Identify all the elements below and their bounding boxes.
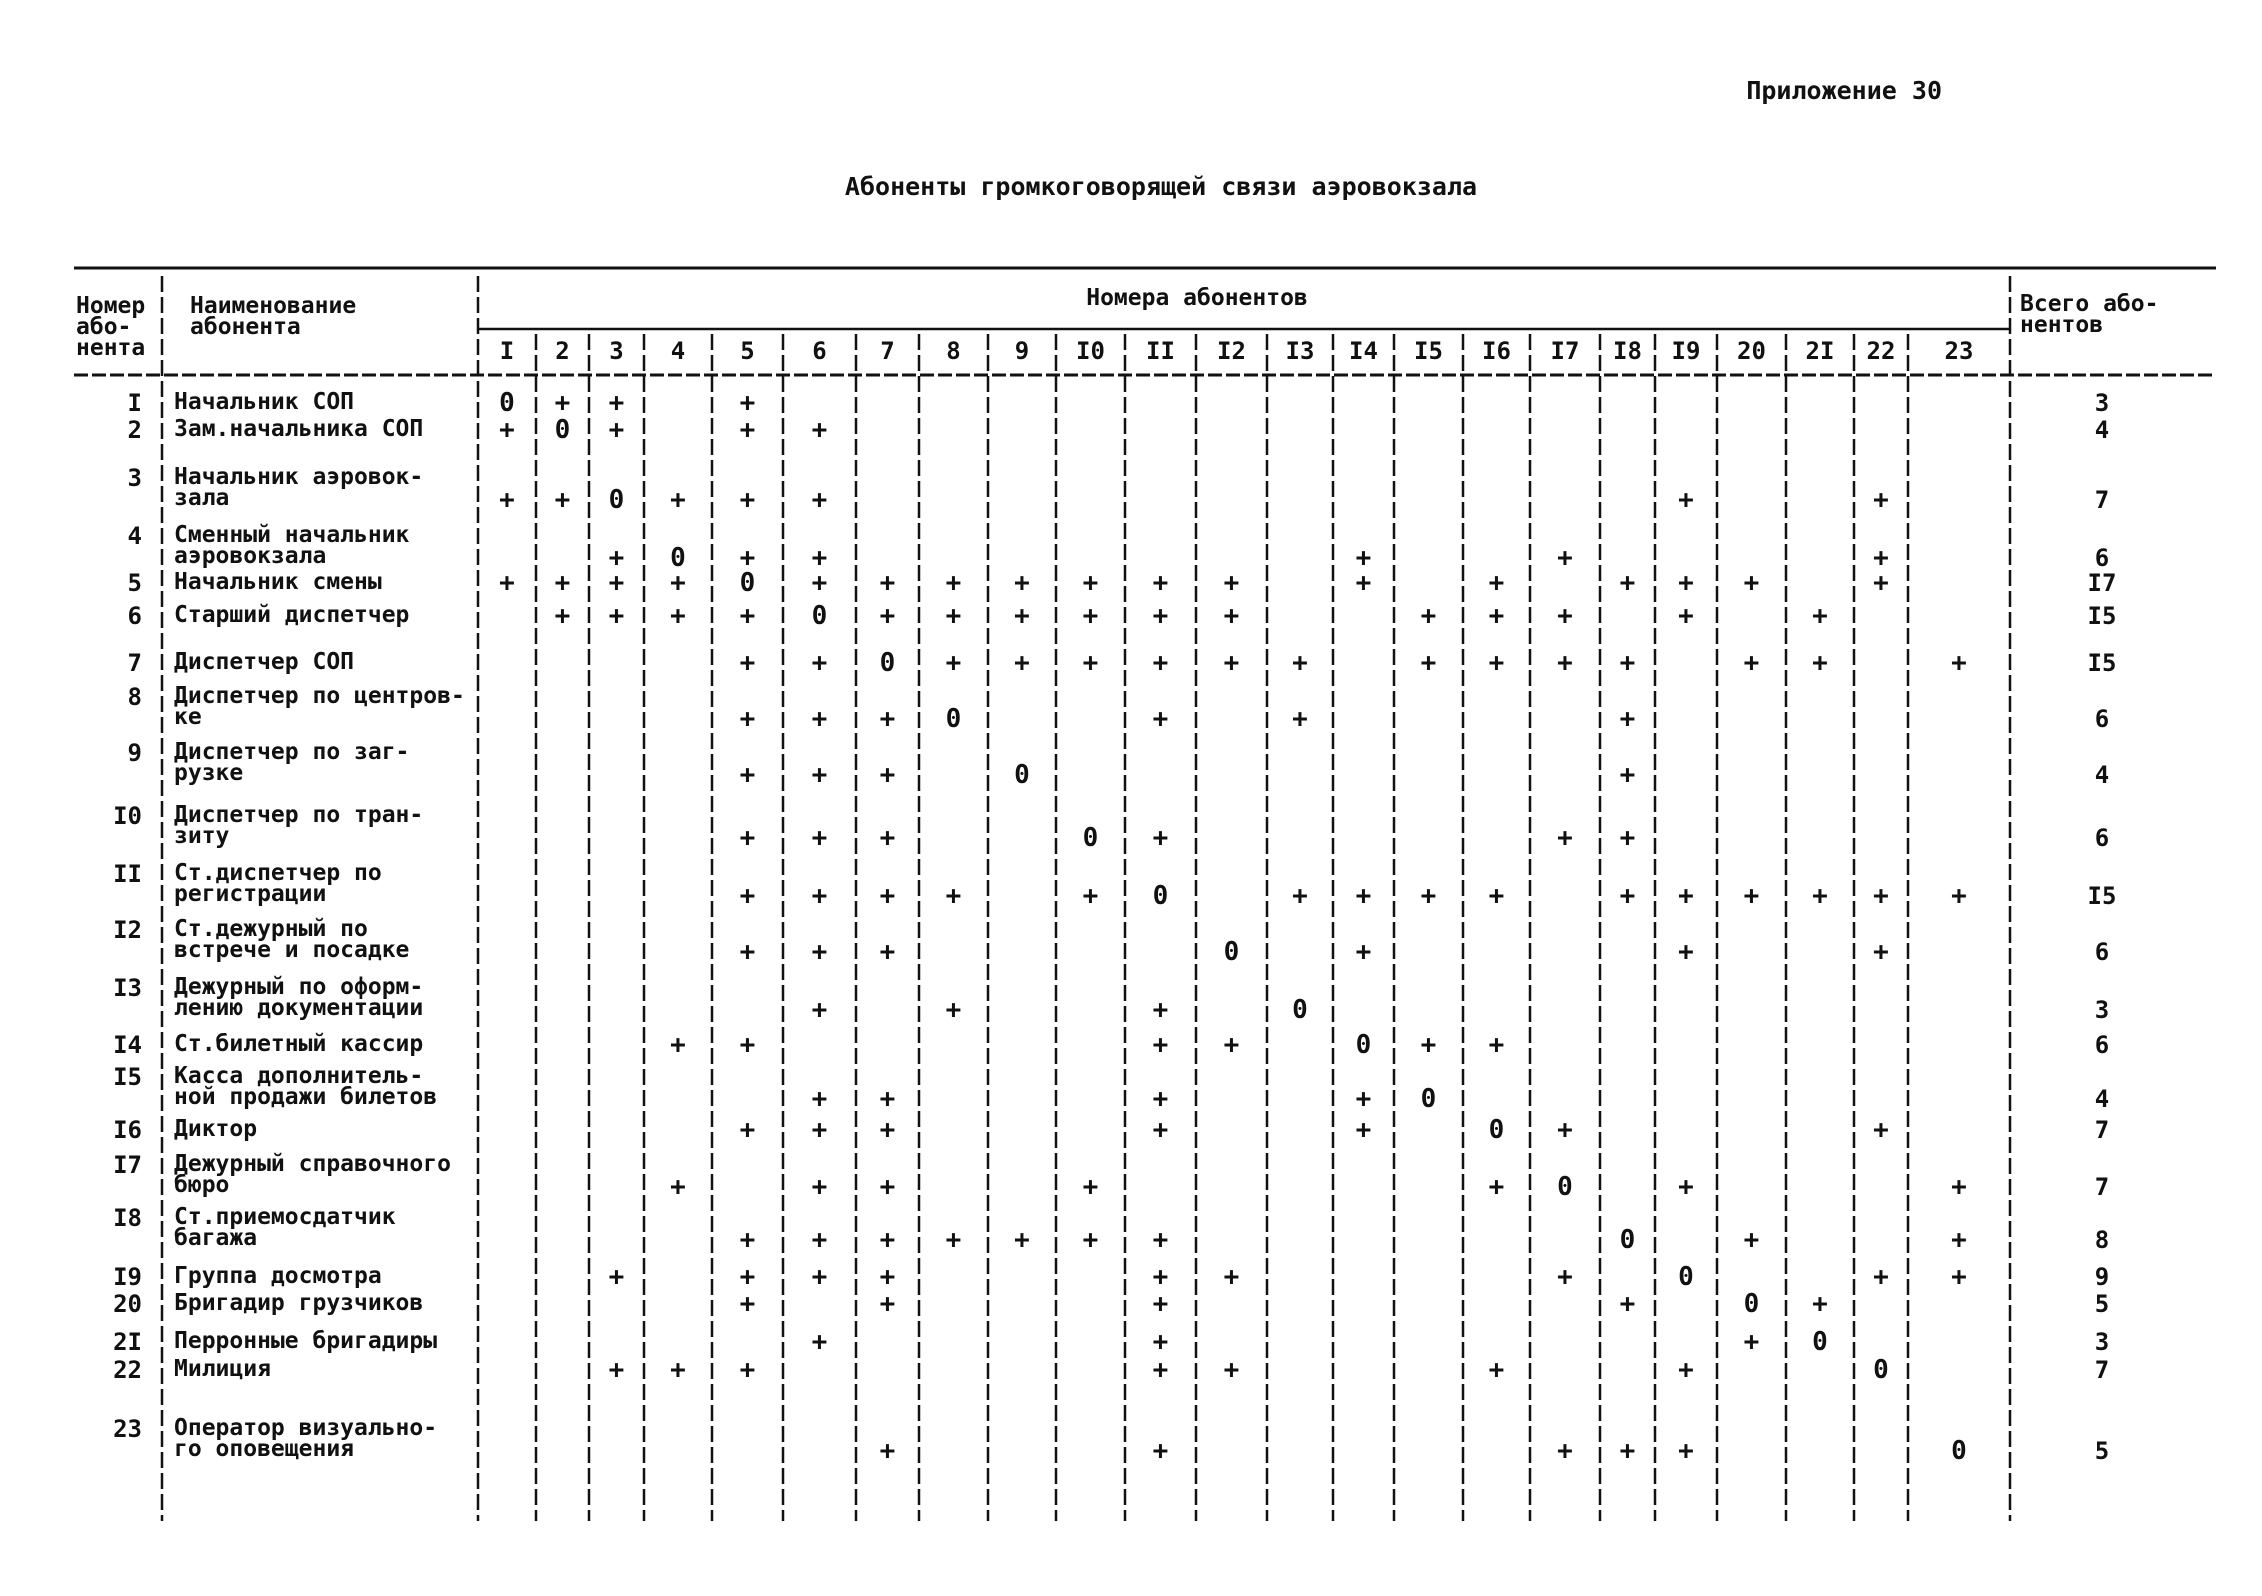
- row-number: I8: [113, 1204, 142, 1232]
- cell-mark: 0: [1951, 1436, 1967, 1466]
- row-name: Ст.приемосдатчик багажа: [174, 1204, 396, 1251]
- cell-mark: +: [1420, 648, 1437, 678]
- row-name: Сменный начальник аэровокзала: [174, 522, 410, 569]
- cell-mark: +: [945, 881, 962, 911]
- cell-mark: +: [670, 1030, 686, 1060]
- row-total: 9: [2094, 1263, 2110, 1291]
- row-number: 8: [127, 683, 142, 711]
- cell-mark: 0: [739, 568, 756, 598]
- cell-mark: +: [1619, 823, 1636, 853]
- cell-mark: 0: [1557, 1172, 1573, 1202]
- cell-mark: +: [811, 1225, 828, 1255]
- cell-mark: +: [879, 568, 896, 598]
- cell-mark: +: [1812, 601, 1828, 631]
- row-total: 7: [2094, 1356, 2110, 1384]
- cell-mark: +: [1152, 1262, 1169, 1292]
- cell-mark: +: [1152, 823, 1169, 853]
- cell-mark: +: [879, 1084, 896, 1114]
- cell-mark: +: [1292, 704, 1308, 734]
- cell-mark: +: [1420, 881, 1437, 911]
- cell-mark: +: [1743, 881, 1760, 911]
- cell-mark: +: [1014, 1225, 1030, 1255]
- sub-header-12: I2: [1217, 337, 1246, 365]
- row-total: I5: [2087, 882, 2117, 910]
- cell-mark: +: [608, 1355, 625, 1385]
- cell-mark: +: [1743, 568, 1760, 598]
- cell-mark: +: [1082, 881, 1099, 911]
- cell-mark: +: [1152, 704, 1169, 734]
- cell-mark: +: [1873, 543, 1889, 573]
- cell-mark: +: [739, 543, 756, 573]
- row-total: 6: [2094, 1031, 2110, 1059]
- cell-mark: 0: [1355, 1030, 1372, 1060]
- row-number: 4: [127, 522, 142, 550]
- cell-mark: +: [1152, 568, 1169, 598]
- cell-mark: +: [1355, 881, 1372, 911]
- row-name: Диктор: [174, 1116, 258, 1142]
- cell-mark: +: [1292, 648, 1308, 678]
- cell-mark: +: [670, 1172, 686, 1202]
- cell-mark: +: [1152, 601, 1169, 631]
- sub-header-14: I4: [1349, 337, 1378, 365]
- cell-mark: +: [554, 485, 571, 515]
- cell-mark: +: [1678, 568, 1694, 598]
- cell-mark: +: [811, 543, 828, 573]
- cell-mark: +: [945, 568, 962, 598]
- cell-mark: +: [554, 568, 571, 598]
- row-total: 3: [2094, 389, 2110, 417]
- row-name: Ст.дежурный по встрече и посадке: [174, 916, 410, 963]
- cell-mark: 0: [1743, 1289, 1760, 1319]
- cell-mark: +: [1678, 937, 1694, 967]
- cell-mark: +: [608, 415, 625, 445]
- cell-mark: +: [1152, 648, 1169, 678]
- cell-mark: 0: [1873, 1355, 1889, 1385]
- row-number: 2I: [113, 1328, 142, 1356]
- cell-mark: +: [1619, 648, 1636, 678]
- header-total: Всего або- нентов: [2020, 291, 2159, 338]
- cell-mark: +: [739, 415, 756, 445]
- cell-mark: +: [1488, 1030, 1505, 1060]
- cell-mark: +: [554, 388, 571, 418]
- cell-mark: +: [1951, 881, 1967, 911]
- cell-mark: 0: [1619, 1225, 1636, 1255]
- cell-mark: +: [1488, 1355, 1505, 1385]
- cell-mark: +: [739, 1030, 756, 1060]
- sub-header-21: 2I: [1805, 337, 1835, 365]
- cell-mark: +: [811, 1084, 828, 1114]
- cell-mark: +: [1557, 543, 1573, 573]
- cell-mark: +: [811, 648, 828, 678]
- cell-mark: +: [1152, 1084, 1169, 1114]
- cell-mark: +: [811, 937, 828, 967]
- row-total: 5: [2094, 1437, 2110, 1465]
- cell-mark: +: [879, 1225, 896, 1255]
- row-number: 2: [127, 416, 142, 444]
- row-name: Диспетчер по заг- рузке: [174, 739, 410, 786]
- cell-mark: +: [499, 415, 515, 445]
- row-total: 4: [2094, 416, 2110, 444]
- row-name: Группа досмотра: [174, 1263, 382, 1289]
- cell-mark: +: [1488, 648, 1505, 678]
- row-number: 22: [113, 1356, 142, 1384]
- cell-mark: +: [1678, 485, 1694, 515]
- header-numbers-group: Номера абонентов: [1086, 285, 1308, 311]
- cell-mark: +: [811, 1327, 828, 1357]
- row-number: I0: [113, 802, 142, 830]
- row-total: 8: [2094, 1226, 2110, 1254]
- cell-mark: +: [1873, 568, 1889, 598]
- sub-header-8: 8: [946, 337, 961, 365]
- cell-mark: +: [1619, 760, 1636, 790]
- row-total: 4: [2094, 1085, 2110, 1113]
- cell-mark: +: [1355, 937, 1372, 967]
- row-name: Дежурный справочного бюро: [174, 1151, 451, 1198]
- row-name: Начальник аэровок- зала: [174, 464, 424, 511]
- cell-mark: +: [670, 568, 686, 598]
- cell-mark: +: [1873, 1262, 1889, 1292]
- row-total: 3: [2094, 996, 2110, 1024]
- cell-mark: +: [1014, 648, 1030, 678]
- row-name: Диспетчер по центров- ке: [174, 683, 465, 730]
- cell-mark: +: [811, 1262, 828, 1292]
- row-name: Оператор визуально- го оповещения: [174, 1415, 438, 1462]
- row-number: II: [113, 860, 142, 888]
- cell-mark: +: [1619, 1436, 1636, 1466]
- cell-mark: +: [811, 415, 828, 445]
- header-name: Наименование абонента: [190, 293, 357, 340]
- cell-mark: 0: [1292, 995, 1308, 1025]
- subscribers-table: [70, 266, 2220, 1526]
- row-total: 6: [2094, 824, 2110, 852]
- cell-mark: +: [945, 1225, 962, 1255]
- cell-mark: +: [1873, 485, 1889, 515]
- row-number: I6: [113, 1116, 142, 1144]
- row-number: I5: [113, 1063, 142, 1091]
- cell-mark: +: [739, 937, 756, 967]
- cell-mark: +: [1678, 1436, 1694, 1466]
- sub-header-2: 2: [555, 337, 570, 365]
- cell-mark: +: [1488, 601, 1505, 631]
- row-number: 6: [127, 602, 142, 630]
- cell-mark: 0: [1082, 823, 1099, 853]
- cell-mark: +: [1557, 648, 1573, 678]
- row-number: 9: [127, 739, 142, 767]
- header-number: Номер або- нента: [76, 293, 146, 361]
- cell-mark: +: [1152, 1355, 1169, 1385]
- cell-mark: 0: [1014, 760, 1030, 790]
- cell-mark: +: [1678, 881, 1694, 911]
- cell-mark: +: [1355, 1084, 1372, 1114]
- cell-mark: +: [879, 1115, 896, 1145]
- cell-mark: +: [1619, 704, 1636, 734]
- cell-mark: +: [1082, 568, 1099, 598]
- cell-mark: 0: [879, 648, 896, 678]
- sub-header-22: 22: [1866, 337, 1896, 365]
- cell-mark: +: [1488, 881, 1505, 911]
- cell-mark: +: [879, 1289, 896, 1319]
- cell-mark: +: [739, 485, 756, 515]
- cell-mark: +: [739, 388, 756, 418]
- cell-mark: +: [811, 568, 828, 598]
- row-number: I9: [113, 1263, 142, 1291]
- cell-mark: +: [811, 995, 828, 1025]
- sub-header-20: 20: [1737, 337, 1766, 365]
- row-name: Начальник смены: [174, 569, 382, 595]
- cell-mark: +: [670, 1355, 686, 1385]
- sub-header-5: 5: [740, 337, 755, 365]
- cell-mark: +: [1355, 1115, 1372, 1145]
- row-name: Зам.начальника СОП: [174, 416, 424, 442]
- cell-mark: +: [739, 1115, 756, 1145]
- row-name: Перронные бригадиры: [174, 1328, 438, 1354]
- cell-mark: 0: [670, 543, 686, 573]
- row-total: 6: [2094, 705, 2110, 733]
- row-name: Касса дополнитель- ной продажи билетов: [174, 1063, 438, 1110]
- cell-mark: 0: [554, 415, 571, 445]
- row-total: I5: [2087, 649, 2117, 677]
- cell-mark: +: [1678, 601, 1694, 631]
- cell-mark: +: [1223, 1262, 1240, 1292]
- cell-mark: +: [1152, 995, 1169, 1025]
- cell-mark: +: [1678, 1172, 1694, 1202]
- cell-mark: +: [739, 881, 756, 911]
- cell-mark: +: [1420, 1030, 1437, 1060]
- row-total: 7: [2094, 1116, 2110, 1144]
- cell-mark: +: [1557, 1115, 1573, 1145]
- row-number: 5: [127, 569, 142, 597]
- cell-mark: +: [1223, 601, 1240, 631]
- document-title: Абоненты громкоговорящей связи аэровокзала: [844, 172, 1478, 201]
- cell-mark: +: [1557, 1436, 1573, 1466]
- cell-mark: +: [739, 823, 756, 853]
- row-name: Ст.билетный кассир: [174, 1031, 424, 1057]
- cell-mark: +: [945, 648, 962, 678]
- cell-mark: +: [1873, 881, 1889, 911]
- sub-header-3: 3: [609, 337, 624, 365]
- cell-mark: +: [879, 1262, 896, 1292]
- cell-mark: +: [1951, 1172, 1967, 1202]
- row-total: 5: [2094, 1290, 2110, 1318]
- row-name: Старший диспетчер: [174, 602, 410, 628]
- cell-mark: +: [1223, 568, 1240, 598]
- cell-mark: +: [608, 1262, 625, 1292]
- row-number: I4: [113, 1031, 142, 1059]
- cell-mark: +: [1743, 1225, 1760, 1255]
- cell-mark: +: [811, 760, 828, 790]
- row-total: I5: [2087, 602, 2117, 630]
- sub-header-15: I5: [1414, 337, 1443, 365]
- row-total: 7: [2094, 1173, 2110, 1201]
- cell-mark: +: [1152, 1289, 1169, 1319]
- cell-mark: +: [739, 1289, 756, 1319]
- cell-mark: 0: [1420, 1084, 1437, 1114]
- cell-mark: 0: [811, 601, 828, 631]
- cell-mark: +: [608, 543, 625, 573]
- cell-mark: +: [608, 601, 625, 631]
- cell-mark: 0: [1678, 1262, 1694, 1292]
- cell-mark: +: [1743, 1327, 1760, 1357]
- cell-mark: 0: [1488, 1115, 1505, 1145]
- cell-mark: +: [1355, 543, 1372, 573]
- cell-mark: +: [879, 823, 896, 853]
- row-total: I7: [2087, 569, 2117, 597]
- row-name: Начальник СОП: [174, 389, 355, 415]
- row-number: 20: [113, 1290, 142, 1318]
- cell-mark: +: [1743, 648, 1760, 678]
- cell-mark: +: [1292, 881, 1308, 911]
- sub-header-1: I: [499, 337, 515, 365]
- cell-mark: +: [1619, 568, 1636, 598]
- cell-mark: +: [1223, 1355, 1240, 1385]
- cell-mark: +: [811, 823, 828, 853]
- row-name: Диспетчер СОП: [174, 649, 355, 675]
- cell-mark: +: [1873, 1115, 1889, 1145]
- appendix-label: Приложение 30: [1746, 76, 1942, 105]
- row-number: 3: [127, 464, 142, 492]
- cell-mark: +: [1152, 1436, 1169, 1466]
- sub-header-18: I8: [1613, 337, 1642, 365]
- row-name: Ст.диспетчер по регистрации: [174, 860, 382, 907]
- cell-mark: +: [739, 601, 756, 631]
- cell-mark: +: [554, 601, 571, 631]
- cell-mark: +: [1619, 881, 1636, 911]
- cell-mark: +: [1812, 648, 1828, 678]
- sub-header-13: I3: [1285, 337, 1315, 365]
- row-name: Диспетчер по тран- зиту: [174, 802, 424, 849]
- cell-mark: +: [1152, 1115, 1169, 1145]
- cell-mark: +: [879, 937, 896, 967]
- sub-header-19: I9: [1671, 337, 1701, 365]
- sub-header-16: I6: [1482, 337, 1511, 365]
- cell-mark: +: [1223, 1030, 1240, 1060]
- cell-mark: +: [1557, 1262, 1573, 1292]
- row-name: Бригадир грузчиков: [174, 1290, 424, 1316]
- sub-header-10: I0: [1076, 337, 1105, 365]
- row-number: 23: [113, 1415, 142, 1443]
- cell-mark: +: [1619, 1289, 1636, 1319]
- cell-mark: +: [1082, 648, 1099, 678]
- cell-mark: +: [1951, 648, 1967, 678]
- cell-mark: +: [670, 485, 686, 515]
- cell-mark: +: [811, 1115, 828, 1145]
- cell-mark: 0: [608, 485, 625, 515]
- cell-mark: 0: [1223, 937, 1240, 967]
- cell-mark: +: [1152, 1327, 1169, 1357]
- cell-mark: +: [739, 1262, 756, 1292]
- row-total: 4: [2094, 761, 2110, 789]
- cell-mark: +: [1223, 648, 1240, 678]
- cell-mark: +: [1812, 881, 1828, 911]
- cell-mark: +: [1420, 601, 1437, 631]
- cell-mark: +: [811, 1172, 828, 1202]
- cell-mark: +: [608, 568, 625, 598]
- cell-mark: +: [1951, 1262, 1967, 1292]
- cell-mark: +: [879, 601, 896, 631]
- cell-mark: +: [811, 704, 828, 734]
- cell-mark: +: [1557, 823, 1573, 853]
- cell-mark: +: [739, 760, 756, 790]
- row-total: 7: [2094, 486, 2110, 514]
- cell-mark: +: [1355, 568, 1372, 598]
- cell-mark: +: [1152, 1225, 1169, 1255]
- cell-mark: +: [879, 704, 896, 734]
- row-total: 6: [2094, 938, 2110, 966]
- cell-mark: +: [1014, 568, 1030, 598]
- cell-mark: +: [608, 388, 625, 418]
- sub-header-11: II: [1146, 337, 1175, 365]
- cell-mark: +: [1488, 568, 1505, 598]
- row-number: I2: [113, 916, 142, 944]
- cell-mark: +: [1873, 937, 1889, 967]
- sub-header-17: I7: [1550, 337, 1580, 365]
- cell-mark: +: [811, 485, 828, 515]
- sub-header-6: 6: [812, 337, 827, 365]
- cell-mark: +: [879, 1436, 896, 1466]
- row-number: I7: [113, 1151, 142, 1179]
- cell-mark: +: [499, 485, 515, 515]
- row-name: Милиция: [174, 1356, 271, 1382]
- cell-mark: +: [1678, 1355, 1694, 1385]
- row-number: I: [127, 389, 142, 417]
- row-total: 3: [2094, 1328, 2110, 1356]
- sub-header-9: 9: [1014, 337, 1030, 365]
- cell-mark: +: [1951, 1225, 1967, 1255]
- cell-mark: +: [1082, 1225, 1099, 1255]
- row-name: Дежурный по оформ- лению документации: [174, 974, 424, 1021]
- cell-mark: +: [739, 704, 756, 734]
- cell-mark: +: [1812, 1289, 1828, 1319]
- cell-mark: +: [879, 1172, 896, 1202]
- cell-mark: +: [1488, 1172, 1505, 1202]
- cell-mark: +: [811, 881, 828, 911]
- sub-header-4: 4: [670, 337, 686, 365]
- cell-mark: +: [945, 601, 962, 631]
- cell-mark: +: [739, 648, 756, 678]
- cell-mark: +: [879, 881, 896, 911]
- cell-mark: +: [499, 568, 515, 598]
- row-number: 7: [127, 649, 142, 677]
- cell-mark: +: [670, 601, 686, 631]
- cell-mark: +: [1557, 601, 1573, 631]
- row-total: 6: [2094, 544, 2110, 572]
- cell-mark: +: [739, 1225, 756, 1255]
- cell-mark: 0: [499, 388, 515, 418]
- row-number: I3: [113, 974, 142, 1002]
- sub-header-7: 7: [880, 337, 895, 365]
- cell-mark: +: [739, 1355, 756, 1385]
- cell-mark: +: [879, 760, 896, 790]
- cell-mark: 0: [1152, 881, 1169, 911]
- cell-mark: +: [1082, 1172, 1099, 1202]
- cell-mark: 0: [945, 704, 962, 734]
- cell-mark: +: [1082, 601, 1099, 631]
- cell-mark: +: [1152, 1030, 1169, 1060]
- cell-mark: +: [1014, 601, 1030, 631]
- cell-mark: +: [945, 995, 962, 1025]
- cell-mark: 0: [1812, 1327, 1828, 1357]
- sub-header-23: 23: [1944, 337, 1974, 365]
